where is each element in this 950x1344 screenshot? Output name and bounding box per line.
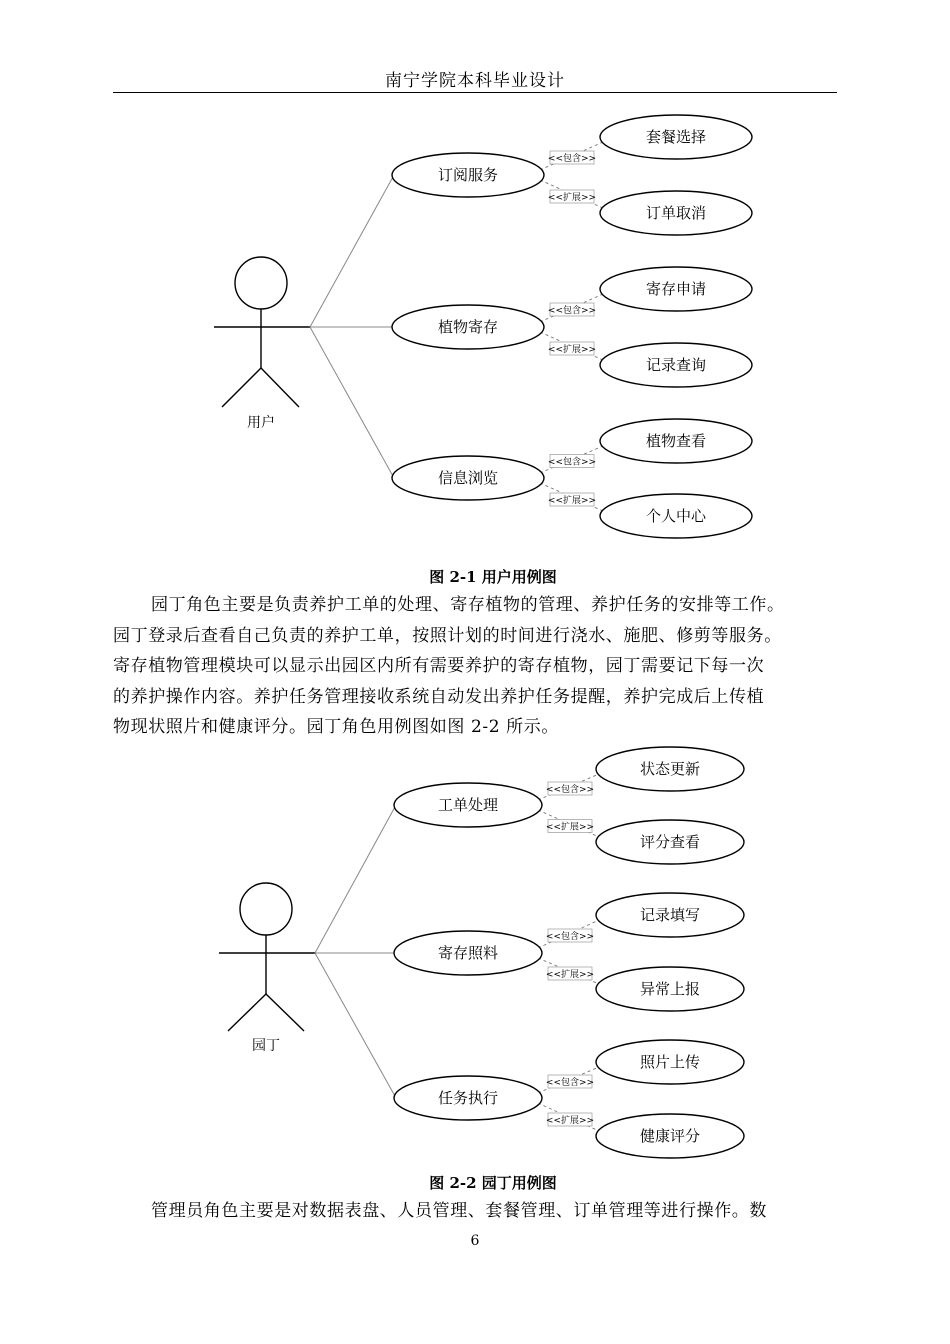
use-case-label-extend: 评分查看 (639, 833, 701, 851)
association-line (310, 175, 394, 327)
actor-figure (214, 257, 310, 407)
use-case-label-main: 任务执行 (437, 1089, 499, 1107)
use-case-diagram-gardener (0, 742, 950, 1162)
actor-label: 用户 (247, 415, 275, 431)
page-header-title: 南宁学院本科毕业设计 (385, 71, 565, 91)
paragraph-gardener (113, 590, 837, 743)
use-case-label-include: 状态更新 (639, 760, 701, 778)
use-case-label-include: 照片上传 (639, 1053, 701, 1071)
use-case-label-main: 订阅服务 (437, 166, 499, 184)
extend-stereotype-label: <<扩展>> (545, 822, 595, 833)
use-case-label-extend: 异常上报 (639, 980, 701, 998)
use-case-diagram-user (0, 110, 950, 555)
include-stereotype-label: <<包含>> (545, 1078, 595, 1088)
extend-stereotype-label: <<扩展>> (547, 345, 597, 355)
include-stereotype-label: <<包含>> (547, 306, 597, 316)
use-case-label-main: 植物寄存 (437, 318, 499, 336)
use-case-label-extend: 个人中心 (645, 507, 707, 525)
use-case-label-main: 工单处理 (437, 796, 499, 814)
paragraph-line: 的养护操作内容。养护任务管理接收系统自动发出养护任务提醒，养护完成后上传植 (113, 686, 765, 707)
paragraph-line: 管理员角色主要是对数据表盘、人员管理、套餐管理、订单管理等进行操作。数 (151, 1201, 767, 1221)
extend-stereotype-label: <<扩展>> (547, 496, 597, 506)
extend-stereotype-label: <<扩展>> (545, 1116, 595, 1126)
page-number: 6 (470, 1233, 480, 1249)
include-stereotype-label: <<包含>> (545, 785, 595, 795)
use-case-label-extend: 健康评分 (639, 1127, 701, 1145)
use-case-label-include: 寄存申请 (645, 280, 707, 298)
include-stereotype-label: <<包含>> (547, 154, 597, 164)
use-case-label-extend: 记录查询 (645, 356, 707, 374)
header-rule (113, 92, 837, 93)
actor-label: 园丁 (252, 1038, 280, 1054)
include-stereotype-label: <<包含>> (545, 932, 595, 942)
figure-caption: 图 2-1 用户用例图 (429, 568, 557, 586)
use-case-group (315, 893, 744, 1011)
use-case-label-include: 记录填写 (639, 906, 701, 924)
paragraph-line: 物现状照片和健康评分。园丁角色用例图如图 2-2 所示。 (113, 717, 559, 737)
use-case-label-include: 套餐选择 (645, 128, 707, 146)
association-line (315, 953, 396, 1098)
association-line (310, 327, 394, 478)
paragraph-line: 园丁登录后查看自己负责的养护工单，按照计划的时间进行浇水、施肥、修剪等服务。 (113, 625, 782, 646)
use-case-group (310, 267, 752, 387)
use-case-label-extend: 订单取消 (645, 204, 707, 222)
paragraph-admin (113, 1196, 837, 1227)
use-case-label-main: 信息浏览 (437, 469, 499, 487)
association-line (315, 805, 396, 953)
extend-stereotype-label: <<扩展>> (545, 970, 595, 980)
paragraph-line: 园丁角色主要是负责养护工单的处理、寄存植物的管理、养护任务的安排等工作。 (151, 595, 785, 615)
paragraph-line: 寄存植物管理模块可以显示出园区内所有需要养护的寄存植物，园丁需要记下每一次 (113, 656, 765, 676)
use-case-label-main: 寄存照料 (437, 944, 499, 962)
extend-stereotype-label: <<扩展>> (547, 193, 597, 203)
actor-figure (219, 883, 315, 1031)
figure-caption: 图 2-2 园丁用例图 (429, 1174, 557, 1192)
include-stereotype-label: <<包含>> (547, 457, 597, 468)
use-case-label-include: 植物查看 (645, 432, 707, 450)
